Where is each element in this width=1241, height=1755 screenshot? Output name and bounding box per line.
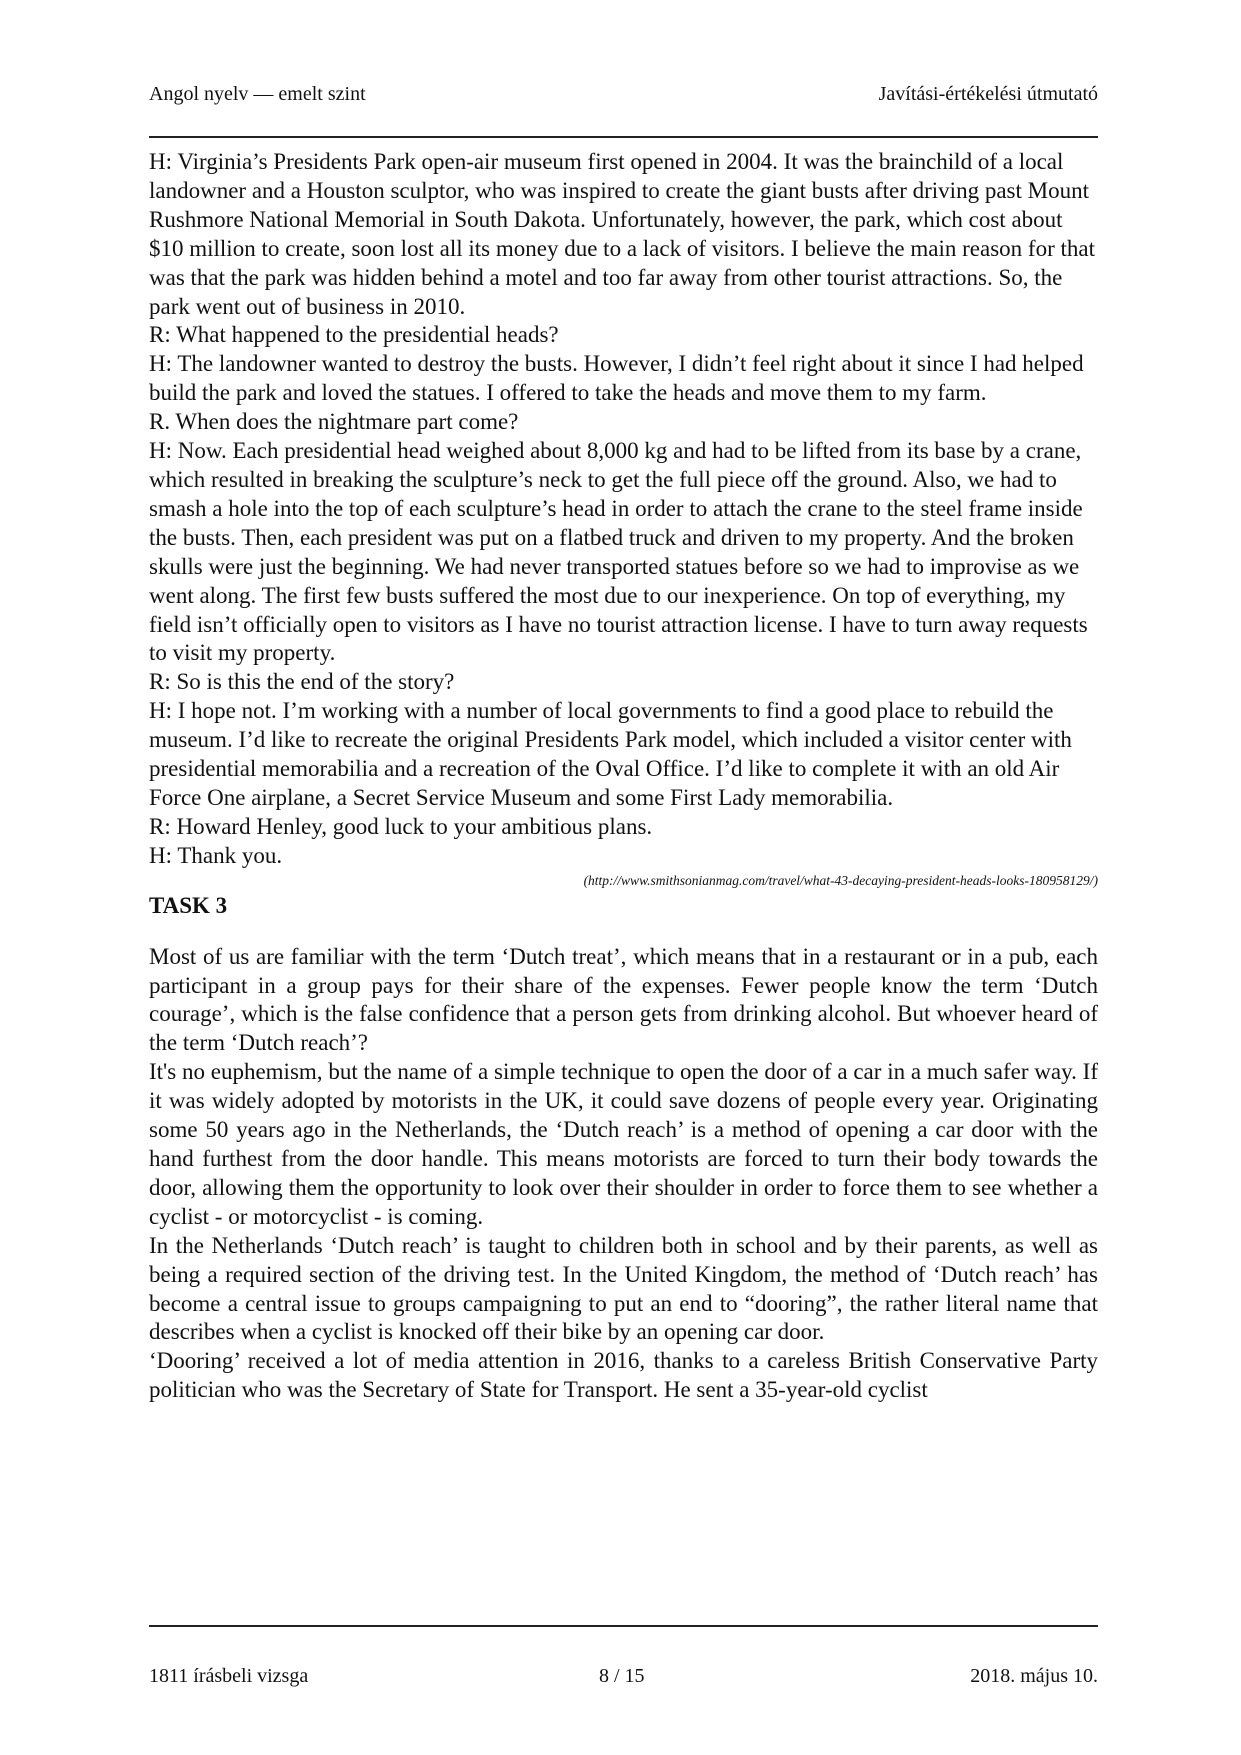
transcript-line: H: The landowner wanted to destroy the busts. However, I didn’t feel right about it since I had helped build the park and loved the statues. I offered to take the heads and move them to my farm. <box>149 351 1084 406</box>
task-3-paragraph: It's no euphemism, but the name of a simple technique to open the door of a car in a much safer way. If it was widely adopted by motorists in the UK, it could save dozens of people every year. Originating some 50 years ago in the Netherlands, the ‘Dutch reach’ is a method of opening a car door with the hand furthest from the door handle. This means motorists are forced to turn their body towards the door, allowing them the opportunity to look over their shoulder in order to force them to see whether a cyclist - or motorcyclist - is coming. <box>149 1059 1098 1229</box>
page-content <box>149 148 1098 1405</box>
transcript-line: R: Howard Henley, good luck to your ambitious plans. <box>149 813 653 839</box>
header-subject: Angol nyelv — emelt szint <box>149 83 366 105</box>
task-3-heading: TASK 3 <box>149 892 228 918</box>
page-number: 8 / 15 <box>599 1665 645 1687</box>
transcript-line: R. When does the nightmare part come? <box>149 409 519 435</box>
task-3-paragraph: ‘Dooring’ received a lot of media attention in 2016, thanks to a careless British Conservative Party politician who was the Secretary of State for Transport. He sent a 35-year-old cyclist <box>149 1348 1098 1403</box>
transcript-line: H: I hope not. I’m working with a number of local governments to find a good place to rebuild the museum. I’d like to recreate the original Presidents Park model, which included a visitor center with presidential memorabilia and a recreation of the Oval Office. I’d like to complete it with an old Air Force One airplane, a Secret Service Museum and some First Lady memorabilia. <box>149 698 1072 810</box>
footer-exam-date: 2018. május 10. <box>970 1665 1098 1687</box>
source-citation: (http://www.smithsonianmag.com/travel/what-43-decaying-president-heads-looks-180958129/) <box>583 872 1098 888</box>
transcript-line: H: Virginia’s Presidents Park open-air museum first opened in 2004. It was the brainchild of a local landowner and a Houston sculptor, who was inspired to create the giant busts after driving past Mount Rushmore National Memorial in South Dakota. Unfortunately, however, the park, which cost about $10 million to create, soon lost all its money due to a lack of visitors. I believe the main reason for that was that the park was hidden behind a motel and too far away from other tourist attractions. So, the park went out of business in 2010. <box>149 149 1095 319</box>
page-header <box>149 83 1098 113</box>
interview-transcript <box>149 148 1098 871</box>
transcript-line: R: What happened to the presidential heads? <box>149 322 559 348</box>
footer-exam-code: 1811 írásbeli vizsga <box>149 1665 309 1687</box>
footer-divider <box>149 1625 1098 1627</box>
header-guide-title: Javítási-értékelési útmutató <box>878 83 1098 105</box>
task-3-text <box>149 943 1098 1406</box>
task-3-paragraph: In the Netherlands ‘Dutch reach’ is taught to children both in school and by their parents, as well as being a required section of the driving test. In the United Kingdom, the method of ‘Dutch reach’ has become a central issue to groups campaigning to put an end to “dooring”, the rather literal name that describes when a cyclist is knocked off their bike by an opening car door. <box>149 1232 1098 1345</box>
transcript-line: H: Now. Each presidential head weighed about 8,000 kg and had to be lifted from its base by a crane, which resulted in breaking the sculpture’s neck to get the full piece off the ground. Also, we had to smash a hole into the top of each sculpture’s head in order to attach the crane to the steel frame inside the busts. Then, each president was put on a flatbed truck and driven to my property. And the broken skulls were just the beginning. We had never transported statues before so we had to improvise as we went along. The first few busts suffered the most due to our inexperience. On top of everything, my field isn’t officially open to visitors as I have no tourist attraction license. I have to turn away requests to visit my property. <box>149 438 1088 666</box>
header-divider <box>149 136 1098 138</box>
transcript-line: R: So is this the end of the story? <box>149 669 455 695</box>
transcript-line: H: Thank you. <box>149 842 283 868</box>
task-3-paragraph: Most of us are familiar with the term ‘Dutch treat’, which means that in a restaurant or in a pub, each participant in a group pays for their share of the expenses. Fewer people know the term ‘Dutch courage’, which is the false confidence that a person gets from drinking alcohol. But whoever heard of the term ‘Dutch reach’? <box>149 943 1098 1056</box>
